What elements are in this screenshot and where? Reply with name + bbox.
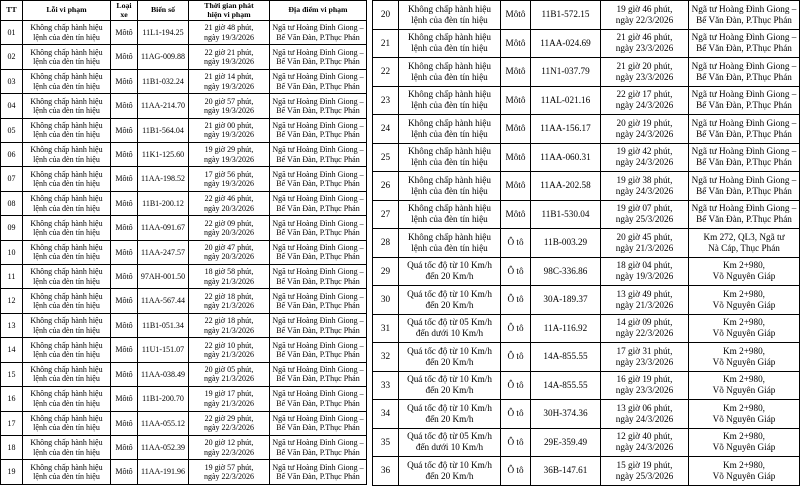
header-time: Thời gian phát hiện vi phạm [189,1,270,21]
cell-location: Ngã tư Hoàng Đình Giong – Bế Văn Đàn, P.Thục Phán [689,200,800,229]
cell-no: 20 [373,1,399,30]
cell-plate: 14A-855.55 [531,371,601,400]
cell-no: 32 [373,343,399,372]
cell-no: 26 [373,172,399,201]
cell-time: 19 giờ 07 phút, ngày 25/3/2026 [601,200,689,229]
cell-violation: Không chấp hành hiệu lệnh của đèn tín hiệu [23,94,111,118]
cell-violation: Quá tốc độ từ 05 Km/h đến dưới 10 Km/h [399,428,501,457]
cell-violation: Không chấp hành hiệu lệnh của đèn tín hiệu [23,411,111,435]
table-row [1,191,367,215]
cell-time: 18 giờ 04 phút, ngày 19/3/2026 [601,257,689,286]
cell-time: 18 giờ 58 phút, ngày 21/3/2026 [189,265,270,289]
cell-plate: 11AA-091.67 [138,216,189,240]
cell-plate: 11AA-202.58 [531,172,601,201]
cell-location: Ngã tư Hoàng Đình Giong – Bế Văn Đàn, P.Thục Phán [689,58,800,87]
cell-vehicle: Ô tô [501,314,531,343]
header-plate: Biển số [138,1,189,21]
cell-no: 11 [1,265,23,289]
cell-time: 19 giờ 29 phút, ngày 19/3/2026 [189,143,270,167]
left-table-body [1,21,367,485]
cell-plate: 11AA-024.69 [531,29,601,58]
cell-no: 04 [1,94,23,118]
cell-plate: 11AA-191.96 [138,460,189,485]
cell-vehicle: Môtô [111,118,138,142]
cell-no: 12 [1,289,23,313]
cell-plate: 11B1-530.04 [531,200,601,229]
cell-violation: Quá tốc độ từ 10 Km/h đến 20 Km/h [399,457,501,486]
table-row [1,216,367,240]
cell-vehicle: Ô tô [501,400,531,429]
cell-plate: 11AA-247.57 [138,240,189,264]
table-row [373,58,800,87]
cell-plate: 11U1-151.07 [138,338,189,362]
cell-plate: 11AA-060.31 [531,143,601,172]
cell-location: Km 2+980, Võ Nguyên Giáp [689,343,800,372]
cell-plate: 14A-855.55 [531,343,601,372]
cell-no: 13 [1,313,23,337]
cell-vehicle: Môtô [501,58,531,87]
table-row [1,167,367,191]
cell-location: Ngã tư Hoàng Đình Giong – Bế Văn Đàn, P.Thục Phán [270,191,367,215]
cell-plate: 11B1-564.04 [138,118,189,142]
table-row [373,286,800,315]
cell-time: 15 giờ 19 phút, ngày 25/3/2026 [601,457,689,486]
cell-time: 17 giờ 56 phút, ngày 19/3/2026 [189,167,270,191]
cell-violation: Không chấp hành hiệu lệnh của đèn tín hiệu [23,265,111,289]
cell-location: Km 2+980, Võ Nguyên Giáp [689,428,800,457]
cell-plate: 97AH-001.50 [138,265,189,289]
table-row [1,362,367,386]
cell-violation: Không chấp hành hiệu lệnh của đèn tín hiệu [23,460,111,485]
table-row [373,86,800,115]
cell-no: 16 [1,387,23,411]
cell-violation: Không chấp hành hiệu lệnh của đèn tín hiệu [23,313,111,337]
cell-violation: Không chấp hành hiệu lệnh của đèn tín hiệu [23,69,111,93]
cell-plate: 29E-359.49 [531,428,601,457]
cell-vehicle: Môtô [111,45,138,69]
cell-no: 22 [373,58,399,87]
cell-no: 10 [1,240,23,264]
cell-location: Ngã tư Hoàng Đình Giong – Bế Văn Đàn, P.Thục Phán [689,172,800,201]
cell-violation: Không chấp hành hiệu lệnh của đèn tín hiệu [23,118,111,142]
cell-time: 19 giờ 38 phút, ngày 24/3/2026 [601,172,689,201]
cell-plate: 11B-003.29 [531,229,601,258]
table-row [1,94,367,118]
cell-violation: Quá tốc độ từ 10 Km/h đến 20 Km/h [399,371,501,400]
cell-time: 12 giờ 40 phút, ngày 24/3/2026 [601,428,689,457]
cell-plate: 11AA-156.17 [531,115,601,144]
cell-plate: 11AA-198.52 [138,167,189,191]
cell-time: 22 giờ 29 phút, ngày 22/3/2026 [189,411,270,435]
cell-vehicle: Môtô [111,289,138,313]
cell-plate: 11B1-200.12 [138,191,189,215]
cell-violation: Không chấp hành hiệu lệnh của đèn tín hiệu [23,191,111,215]
cell-plate: 11AG-009.88 [138,45,189,69]
cell-vehicle: Ô tô [501,371,531,400]
header-vehicle: Loại xe [111,1,138,21]
table-header [1,1,367,21]
table-row [1,240,367,264]
table-row [373,229,800,258]
cell-location: Km 2+980, Võ Nguyên Giáp [689,400,800,429]
cell-time: 20 giờ 45 phút, ngày 21/3/2026 [601,229,689,258]
cell-location: Km 2+980, Võ Nguyên Giáp [689,314,800,343]
cell-location: Ngã tư Hoàng Đình Giong – Bế Văn Đàn, P.Thục Phán [270,118,367,142]
cell-no: 19 [1,460,23,485]
cell-vehicle: Môtô [111,265,138,289]
table-row [373,115,800,144]
cell-vehicle: Môtô [111,313,138,337]
cell-vehicle: Môtô [111,191,138,215]
cell-vehicle: Môtô [111,338,138,362]
cell-location: Km 272, QL3, Ngã tư Nà Cáp, Thục Phán [689,229,800,258]
cell-location: Ngã tư Hoàng Đình Giong – Bế Văn Đàn, P.Thục Phán [270,240,367,264]
cell-vehicle: Môtô [501,200,531,229]
cell-time: 22 giờ 18 phút, ngày 21/3/2026 [189,313,270,337]
cell-violation: Không chấp hành hiệu lệnh của đèn tín hiệu [23,167,111,191]
cell-plate: 11B1-032.24 [138,69,189,93]
cell-plate: 11AA-567.44 [138,289,189,313]
cell-vehicle: Môtô [111,21,138,45]
table-row [1,313,367,337]
cell-location: Ngã tư Hoàng Đình Giong – Bế Văn Đàn, P.Thục Phán [689,86,800,115]
cell-time: 21 giờ 14 phút, ngày 19/3/2026 [189,69,270,93]
cell-vehicle: Môtô [501,143,531,172]
cell-no: 05 [1,118,23,142]
cell-location: Ngã tư Hoàng Đình Giong – Bế Văn Đàn, P.Thục Phán [270,387,367,411]
right-table-body [373,1,800,486]
cell-no: 35 [373,428,399,457]
cell-time: 20 giờ 47 phút, ngày 20/3/2026 [189,240,270,264]
cell-location: Ngã tư Hoàng Đình Giong – Bế Văn Đàn, P.Thục Phán [270,167,367,191]
cell-no: 23 [373,86,399,115]
cell-violation: Không chấp hành hiệu lệnh của đèn tín hiệu [399,1,501,30]
cell-no: 14 [1,338,23,362]
header-location: Địa điểm vi phạm [270,1,367,21]
cell-location: Ngã tư Hoàng Đình Giong – Bế Văn Đàn, P.Thục Phán [270,435,367,459]
cell-location: Ngã tư Hoàng Đình Giong – Bế Văn Đàn, P.Thục Phán [270,45,367,69]
cell-vehicle: Môtô [111,143,138,167]
cell-location: Ngã tư Hoàng Đình Giong – Bế Văn Đàn, P.Thục Phán [270,289,367,313]
cell-vehicle: Ô tô [501,229,531,258]
cell-time: 22 giờ 10 phút, ngày 21/3/2026 [189,338,270,362]
cell-location: Ngã tư Hoàng Đình Giong – Bế Văn Đàn, P.Thục Phán [270,21,367,45]
table-row [1,338,367,362]
cell-vehicle: Môtô [111,387,138,411]
cell-plate: 30A-189.37 [531,286,601,315]
cell-violation: Không chấp hành hiệu lệnh của đèn tín hiệu [399,172,501,201]
cell-no: 36 [373,457,399,486]
cell-violation: Không chấp hành hiệu lệnh của đèn tín hiệu [399,86,501,115]
cell-vehicle: Môtô [111,411,138,435]
cell-time: 13 giờ 06 phút, ngày 24/3/2026 [601,400,689,429]
table-row [373,457,800,486]
cell-vehicle: Môtô [111,216,138,240]
cell-vehicle: Ô tô [501,257,531,286]
cell-no: 33 [373,371,399,400]
cell-location: Ngã tư Hoàng Đình Giong – Bế Văn Đàn, P.Thục Phán [270,338,367,362]
cell-no: 01 [1,21,23,45]
cell-time: 21 giờ 00 phút, ngày 19/3/2026 [189,118,270,142]
cell-plate: 98C-336.86 [531,257,601,286]
cell-time: 19 giờ 42 phút, ngày 24/3/2026 [601,143,689,172]
cell-location: Km 2+980, Võ Nguyên Giáp [689,286,800,315]
violations-table-right [372,0,800,486]
cell-violation: Không chấp hành hiệu lệnh của đèn tín hiệu [399,200,501,229]
cell-location: Ngã tư Hoàng Đình Giong – Bế Văn Đàn, P.Thục Phán [270,362,367,386]
table-row [1,387,367,411]
cell-time: 21 giờ 46 phút, ngày 23/3/2026 [601,29,689,58]
cell-location: Km 2+980, Võ Nguyên Giáp [689,371,800,400]
cell-plate: 30H-374.36 [531,400,601,429]
cell-location: Km 2+980, Võ Nguyên Giáp [689,257,800,286]
header-no: TT [1,1,23,21]
cell-location: Ngã tư Hoàng Đình Giong – Bế Văn Đàn, P.Thục Phán [689,143,800,172]
cell-no: 29 [373,257,399,286]
cell-no: 31 [373,314,399,343]
cell-no: 15 [1,362,23,386]
cell-location: Ngã tư Hoàng Đình Giong – Bế Văn Đàn, P.Thục Phán [270,69,367,93]
cell-vehicle: Ô tô [501,457,531,486]
table-row [1,411,367,435]
table-row [373,371,800,400]
cell-vehicle: Môtô [501,29,531,58]
cell-violation: Quá tốc độ từ 10 Km/h đến 20 Km/h [399,257,501,286]
cell-vehicle: Môtô [111,240,138,264]
cell-time: 13 giờ 49 phút, ngày 21/3/2026 [601,286,689,315]
cell-plate: 11N1-037.79 [531,58,601,87]
table-row [373,314,800,343]
cell-vehicle: Môtô [111,94,138,118]
table-row [373,172,800,201]
cell-plate: 11B1-051.34 [138,313,189,337]
cell-location: Ngã tư Hoàng Đình Giong – Bế Văn Đàn, P.Thục Phán [270,460,367,485]
cell-no: 08 [1,191,23,215]
table-row [373,257,800,286]
cell-time: 19 giờ 17 phút, ngày 21/3/2026 [189,387,270,411]
cell-location: Ngã tư Hoàng Đình Giong – Bế Văn Đàn, P.Thục Phán [270,216,367,240]
table-row [1,69,367,93]
cell-location: Ngã tư Hoàng Đình Giong – Bế Văn Đàn, P.Thục Phán [270,94,367,118]
table-row [373,343,800,372]
cell-vehicle: Môtô [501,1,531,30]
cell-violation: Không chấp hành hiệu lệnh của đèn tín hiệu [399,229,501,258]
table-row [1,118,367,142]
cell-violation: Quá tốc độ từ 05 Km/h đến dưới 10 Km/h [399,314,501,343]
cell-vehicle: Ô tô [501,428,531,457]
cell-plate: 11A-116.92 [531,314,601,343]
cell-plate: 11AA-055.12 [138,411,189,435]
header-row [1,1,367,21]
cell-no: 25 [373,143,399,172]
cell-violation: Quá tốc độ từ 10 Km/h đến 20 Km/h [399,343,501,372]
cell-plate: 11AA-214.70 [138,94,189,118]
cell-plate: 36B-147.61 [531,457,601,486]
cell-no: 02 [1,45,23,69]
table-row [373,1,800,30]
cell-location: Ngã tư Hoàng Đình Giong – Bế Văn Đàn, P.Thục Phán [689,1,800,30]
cell-vehicle: Môtô [111,362,138,386]
cell-time: 22 giờ 17 phút, ngày 24/3/2026 [601,86,689,115]
cell-time: 20 giờ 19 phút, ngày 24/3/2026 [601,115,689,144]
cell-plate: 11K1-125.60 [138,143,189,167]
cell-plate: 11B1-572.15 [531,1,601,30]
cell-violation: Không chấp hành hiệu lệnh của đèn tín hiệu [23,143,111,167]
cell-time: 21 giờ 20 phút, ngày 23/3/2026 [601,58,689,87]
table-row [1,45,367,69]
header-violation: Lỗi vi phạm [23,1,111,21]
cell-time: 20 giờ 05 phút, ngày 21/3/2026 [189,362,270,386]
cell-violation: Không chấp hành hiệu lệnh của đèn tín hiệu [23,387,111,411]
cell-no: 27 [373,200,399,229]
cell-location: Ngã tư Hoàng Đình Giong – Bế Văn Đàn, P.Thục Phán [689,29,800,58]
cell-violation: Không chấp hành hiệu lệnh của đèn tín hiệu [399,115,501,144]
cell-plate: 11B1-200.70 [138,387,189,411]
cell-vehicle: Môtô [111,69,138,93]
cell-time: 19 giờ 46 phút, ngày 22/3/2026 [601,1,689,30]
table-row [1,289,367,313]
cell-violation: Không chấp hành hiệu lệnh của đèn tín hiệu [23,21,111,45]
cell-violation: Không chấp hành hiệu lệnh của đèn tín hiệu [399,29,501,58]
cell-time: 20 giờ 57 phút, ngày 19/3/2026 [189,94,270,118]
cell-vehicle: Môtô [501,115,531,144]
table-row [1,435,367,459]
table-row [1,143,367,167]
cell-plate: 11AA-038.49 [138,362,189,386]
cell-vehicle: Ô tô [501,343,531,372]
cell-no: 09 [1,216,23,240]
cell-plate: 11AL-021.16 [531,86,601,115]
cell-no: 30 [373,286,399,315]
cell-vehicle: Môtô [501,172,531,201]
cell-location: Ngã tư Hoàng Đình Giong – Bế Văn Đàn, P.Thục Phán [270,265,367,289]
cell-no: 17 [1,411,23,435]
cell-violation: Không chấp hành hiệu lệnh của đèn tín hiệu [23,45,111,69]
cell-no: 24 [373,115,399,144]
cell-no: 03 [1,69,23,93]
cell-no: 07 [1,167,23,191]
cell-time: 17 giờ 31 phút, ngày 23/3/2026 [601,343,689,372]
table-row [1,460,367,485]
cell-violation: Quá tốc độ từ 10 Km/h đến 20 Km/h [399,400,501,429]
cell-plate: 11AA-052.39 [138,435,189,459]
cell-no: 21 [373,29,399,58]
violations-table-left [0,0,367,485]
cell-violation: Không chấp hành hiệu lệnh của đèn tín hiệu [23,435,111,459]
table-row [373,400,800,429]
cell-vehicle: Môtô [501,86,531,115]
cell-time: 16 giờ 19 phút, ngày 23/3/2026 [601,371,689,400]
cell-time: 20 giờ 12 phút, ngày 22/3/2026 [189,435,270,459]
cell-no: 34 [373,400,399,429]
cell-time: 22 giờ 09 phút, ngày 20/3/2026 [189,216,270,240]
cell-violation: Không chấp hành hiệu lệnh của đèn tín hiệu [23,240,111,264]
cell-vehicle: Môtô [111,435,138,459]
cell-time: 22 giờ 46 phút, ngày 20/3/2026 [189,191,270,215]
cell-plate: 11L1-194.25 [138,21,189,45]
cell-vehicle: Môtô [111,167,138,191]
cell-time: 22 giờ 21 phút, ngày 19/3/2026 [189,45,270,69]
table-row [1,265,367,289]
cell-no: 28 [373,229,399,258]
cell-violation: Không chấp hành hiệu lệnh của đèn tín hiệu [399,58,501,87]
cell-violation: Không chấp hành hiệu lệnh của đèn tín hiệu [23,289,111,313]
cell-violation: Không chấp hành hiệu lệnh của đèn tín hiệu [23,338,111,362]
cell-no: 06 [1,143,23,167]
cell-violation: Quá tốc độ từ 10 Km/h đến 20 Km/h [399,286,501,315]
cell-violation: Không chấp hành hiệu lệnh của đèn tín hiệu [23,216,111,240]
cell-violation: Không chấp hành hiệu lệnh của đèn tín hiệu [399,143,501,172]
table-row [373,428,800,457]
cell-location: Ngã tư Hoàng Đình Giong – Bế Văn Đàn, P.Thục Phán [270,143,367,167]
cell-location: Ngã tư Hoàng Đình Giong – Bế Văn Đàn, P.Thục Phán [270,411,367,435]
cell-location: Km 2+980, Võ Nguyên Giáp [689,457,800,486]
table-row [373,29,800,58]
cell-time: 14 giờ 09 phút, ngày 22/3/2026 [601,314,689,343]
cell-violation: Không chấp hành hiệu lệnh của đèn tín hiệu [23,362,111,386]
cell-location: Ngã tư Hoàng Đình Giong – Bế Văn Đàn, P.Thục Phán [689,115,800,144]
table-row [1,21,367,45]
cell-time: 21 giờ 48 phút, ngày 19/3/2026 [189,21,270,45]
cell-time: 19 giờ 57 phút, ngày 22/3/2026 [189,460,270,485]
cell-no: 18 [1,435,23,459]
cell-vehicle: Môtô [111,460,138,485]
cell-vehicle: Ô tô [501,286,531,315]
cell-time: 22 giờ 18 phút, ngày 21/3/2026 [189,289,270,313]
cell-location: Ngã tư Hoàng Đình Giong – Bế Văn Đàn, P.Thục Phán [270,313,367,337]
table-row [373,200,800,229]
table-row [373,143,800,172]
